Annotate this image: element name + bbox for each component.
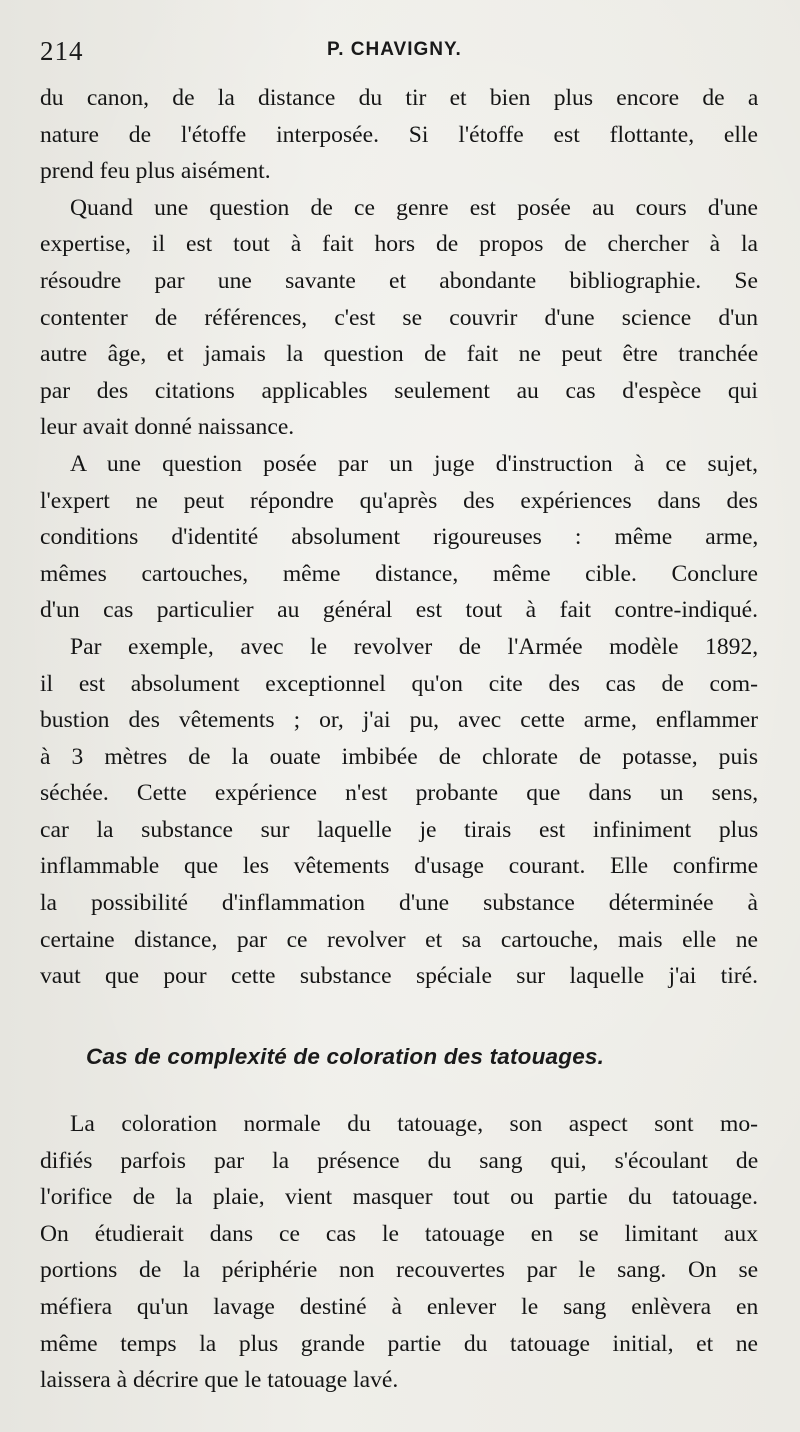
text-line: du canon, de la distance du tir et bien plus encore de a [40,85,759,111]
text-line: séchée. Cette expérience n'est probante que dans un sens, [40,780,759,807]
text-line: inflammable que les vêtements d'usage courant. Elle confirme [40,853,759,880]
text-line: portions de la périphérie non recouvertes par le sang. On se [40,1257,759,1284]
section-title: Cas de complexité de coloration des tatouages. [86,1044,605,1069]
text-line: il est absolument exceptionnel qu'on cite des cas de com- [40,670,758,697]
text-line: leur avait donné naissance. [40,414,295,441]
text-line: A une question posée par un juge d'instruction à ce sujet, [70,450,758,477]
text-line: l'expert ne peut répondre qu'après des expériences dans des [40,487,758,514]
text-line: la possibilité d'inflammation d'une substance déterminée à [40,890,758,917]
text-line: autre âge, et jamais la question de fait ne peut être tranchée [40,341,759,368]
text-line: certaine distance, par ce revolver et sa cartouche, mais elle ne [40,926,758,953]
text-line: car la substance sur laquelle je tirais est infiniment plus [40,816,759,843]
text-line: résoudre par une savante et abondante bibliographie. Se [40,267,758,294]
text-line: à 3 mètres de la ouate imbibée de chlorate de potasse, puis [40,743,758,770]
running-head-author: P. CHAVIGNY. [327,39,462,60]
text-line: par des citations applicables seulement au cas d'espèce qui [40,377,758,404]
text-line: La coloration normale du tatouage, son aspect sont mo- [70,1111,758,1137]
text-line: difiés parfois par la présence du sang qui, s'écoulant de [40,1147,759,1174]
text-line: mêmes cartouches, même distance, même cible. Conclure [40,560,758,587]
body-text-block-1 [40,80,758,995]
text-line: d'un cas particulier au général est tout à fait contre-indiqué. [40,597,758,624]
page-number: 214 [40,36,84,66]
text-line: méfiera qu'un lavage destiné à enlever le sang enlèvera en [40,1293,759,1320]
text-line: même temps la plus grande partie du tatouage initial, et ne [40,1330,758,1357]
text-line: expertise, il est tout à fait hors de propos de chercher à la [40,231,758,258]
text-line: Quand une question de ce genre est posée au cours d'une [70,194,758,221]
body-text-block-2 [40,1106,758,1399]
text-line: laissera à décrire que le tatouage lavé. [40,1367,399,1394]
text-line: On étudierait dans ce cas le tatouage en se limitant aux [40,1220,758,1247]
running-head [40,36,760,66]
text-line: Par exemple, avec le revolver de l'Armée modèle 1892, [70,633,759,660]
text-line: bustion des vêtements ; or, j'ai pu, avec cette arme, enflammer [40,707,759,734]
text-line: nature de l'étoffe interposée. Si l'étoffe est flottante, elle [40,121,758,148]
text-line: conditions d'identité absolument rigoureuses : même arme, [40,524,759,551]
text-line: l'orifice de la plaie, vient masquer tout ou partie du tatouage. [40,1184,758,1211]
text-line: vaut que pour cette substance spéciale sur laquelle j'ai tiré. [40,963,758,990]
text-line: contenter de références, c'est se couvrir d'une science d'un [40,304,758,331]
text-line: prend feu plus aisément. [40,158,271,185]
